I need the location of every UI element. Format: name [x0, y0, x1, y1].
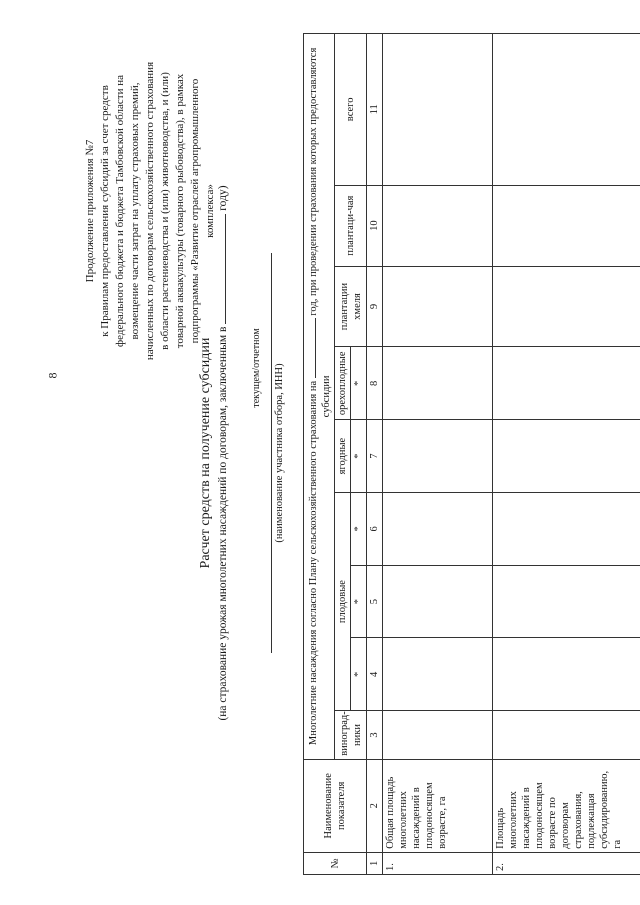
subtitle-start: (на страхование урожая многолетних насаждений по договорам, заключенным в — [217, 326, 229, 721]
col-num: 5 — [367, 565, 383, 638]
group-header-end: год, при проведении страхования которых предоставляются субсидии — [308, 47, 332, 418]
star-cell: * — [351, 492, 367, 565]
subsidy-table — [303, 33, 640, 875]
row-name: Площадь многолетних насаждений в плодоносящем возрасте по договорам страхования, подлежащая субсидированию, га — [493, 759, 640, 852]
col-number-header: № — [304, 852, 367, 874]
col-total: всего — [335, 34, 367, 186]
col-nut: орехоплодные — [335, 347, 351, 420]
appendix-line: в области растениеводства и (или) животноводства, и (или) — [159, 72, 171, 350]
year-blank — [215, 214, 226, 324]
col-num: 3 — [367, 711, 383, 760]
appendix-line: начисленных по договорам сельскохозяйственного страхования — [144, 61, 156, 361]
col-num: 11 — [367, 34, 383, 186]
column-numbers-row — [367, 34, 383, 875]
table-header-row — [304, 34, 335, 875]
data-cell[interactable] — [383, 347, 493, 420]
page-title: Расчет средств на получение субсидии — [198, 337, 213, 569]
col-name-header: Наименование показателя — [304, 759, 367, 852]
table-row — [493, 34, 640, 875]
col-hops: плантации хмеля — [335, 266, 367, 347]
col-num: 10 — [367, 185, 383, 266]
row-number: 2. — [493, 852, 640, 874]
col-vineyards: виноград-ники — [335, 711, 367, 760]
star-cell: * — [351, 565, 367, 638]
data-cell[interactable] — [493, 34, 640, 186]
appendix-line: федерального бюджета и бюджета Тамбовской области на — [114, 75, 126, 347]
data-cell[interactable] — [493, 638, 640, 711]
period-caption: текущем/отчетном — [251, 328, 262, 408]
row-number: 1. — [383, 852, 493, 874]
col-num: 7 — [367, 420, 383, 493]
group-header — [304, 34, 335, 760]
appendix-line: комплекса» — [204, 184, 216, 238]
data-cell[interactable] — [493, 185, 640, 266]
col-num: 6 — [367, 492, 383, 565]
col-fruit: плодовые — [335, 492, 351, 710]
data-cell[interactable] — [383, 185, 493, 266]
data-cell[interactable] — [493, 565, 640, 638]
appendix-line: товарной аквакультуры (товарного рыбоводства), в рамках — [174, 73, 186, 349]
data-cell[interactable] — [383, 711, 493, 760]
star-cell: * — [351, 420, 367, 493]
col-num: 8 — [367, 347, 383, 420]
table-subheader-row — [335, 34, 351, 875]
col-num: 9 — [367, 266, 383, 347]
appendix-line: к Правилам предоставления субсидий за счет средств — [99, 85, 111, 337]
data-cell[interactable] — [493, 347, 640, 420]
page-subtitle — [215, 173, 231, 733]
data-cell[interactable] — [493, 266, 640, 347]
data-cell[interactable] — [493, 711, 640, 760]
rotated-page-content — [25, 23, 623, 883]
data-cell[interactable] — [383, 420, 493, 493]
data-cell[interactable] — [493, 420, 640, 493]
data-cell[interactable] — [383, 266, 493, 347]
data-cell[interactable] — [383, 565, 493, 638]
data-cell[interactable] — [383, 638, 493, 711]
appendix-line: возмещение части затрат на уплату страховых премий, — [129, 82, 141, 340]
table-row — [383, 34, 493, 875]
star-cell: * — [351, 347, 367, 420]
col-num: 2 — [367, 759, 383, 852]
appendix-line: Продолжение приложения №7 — [84, 139, 96, 283]
appendix-line: подпрограммы «Развитие отраслей агропромышленного — [189, 78, 201, 344]
col-berry: ягодные — [335, 420, 351, 493]
col-num: 4 — [367, 638, 383, 711]
col-plantation: плантаци-чая — [335, 185, 367, 266]
group-header-start: Многолетние насаждения согласно Плану сельскохозяйственного страхования на — [308, 380, 319, 746]
page-number: 8 — [45, 372, 60, 379]
col-num: 1 — [367, 852, 383, 874]
data-cell[interactable] — [383, 492, 493, 565]
subtitle-end: году) — [217, 185, 229, 211]
title-block — [197, 173, 231, 733]
star-cell: * — [351, 638, 367, 711]
data-cell[interactable] — [383, 34, 493, 186]
row-name: Общая площадь многолетних насаждений в плодоносящем возрасте, га — [383, 759, 493, 852]
group-year-blank — [305, 318, 316, 378]
participant-caption: (наименование участника отбора, ИНН) — [271, 253, 285, 653]
data-cell[interactable] — [493, 492, 640, 565]
